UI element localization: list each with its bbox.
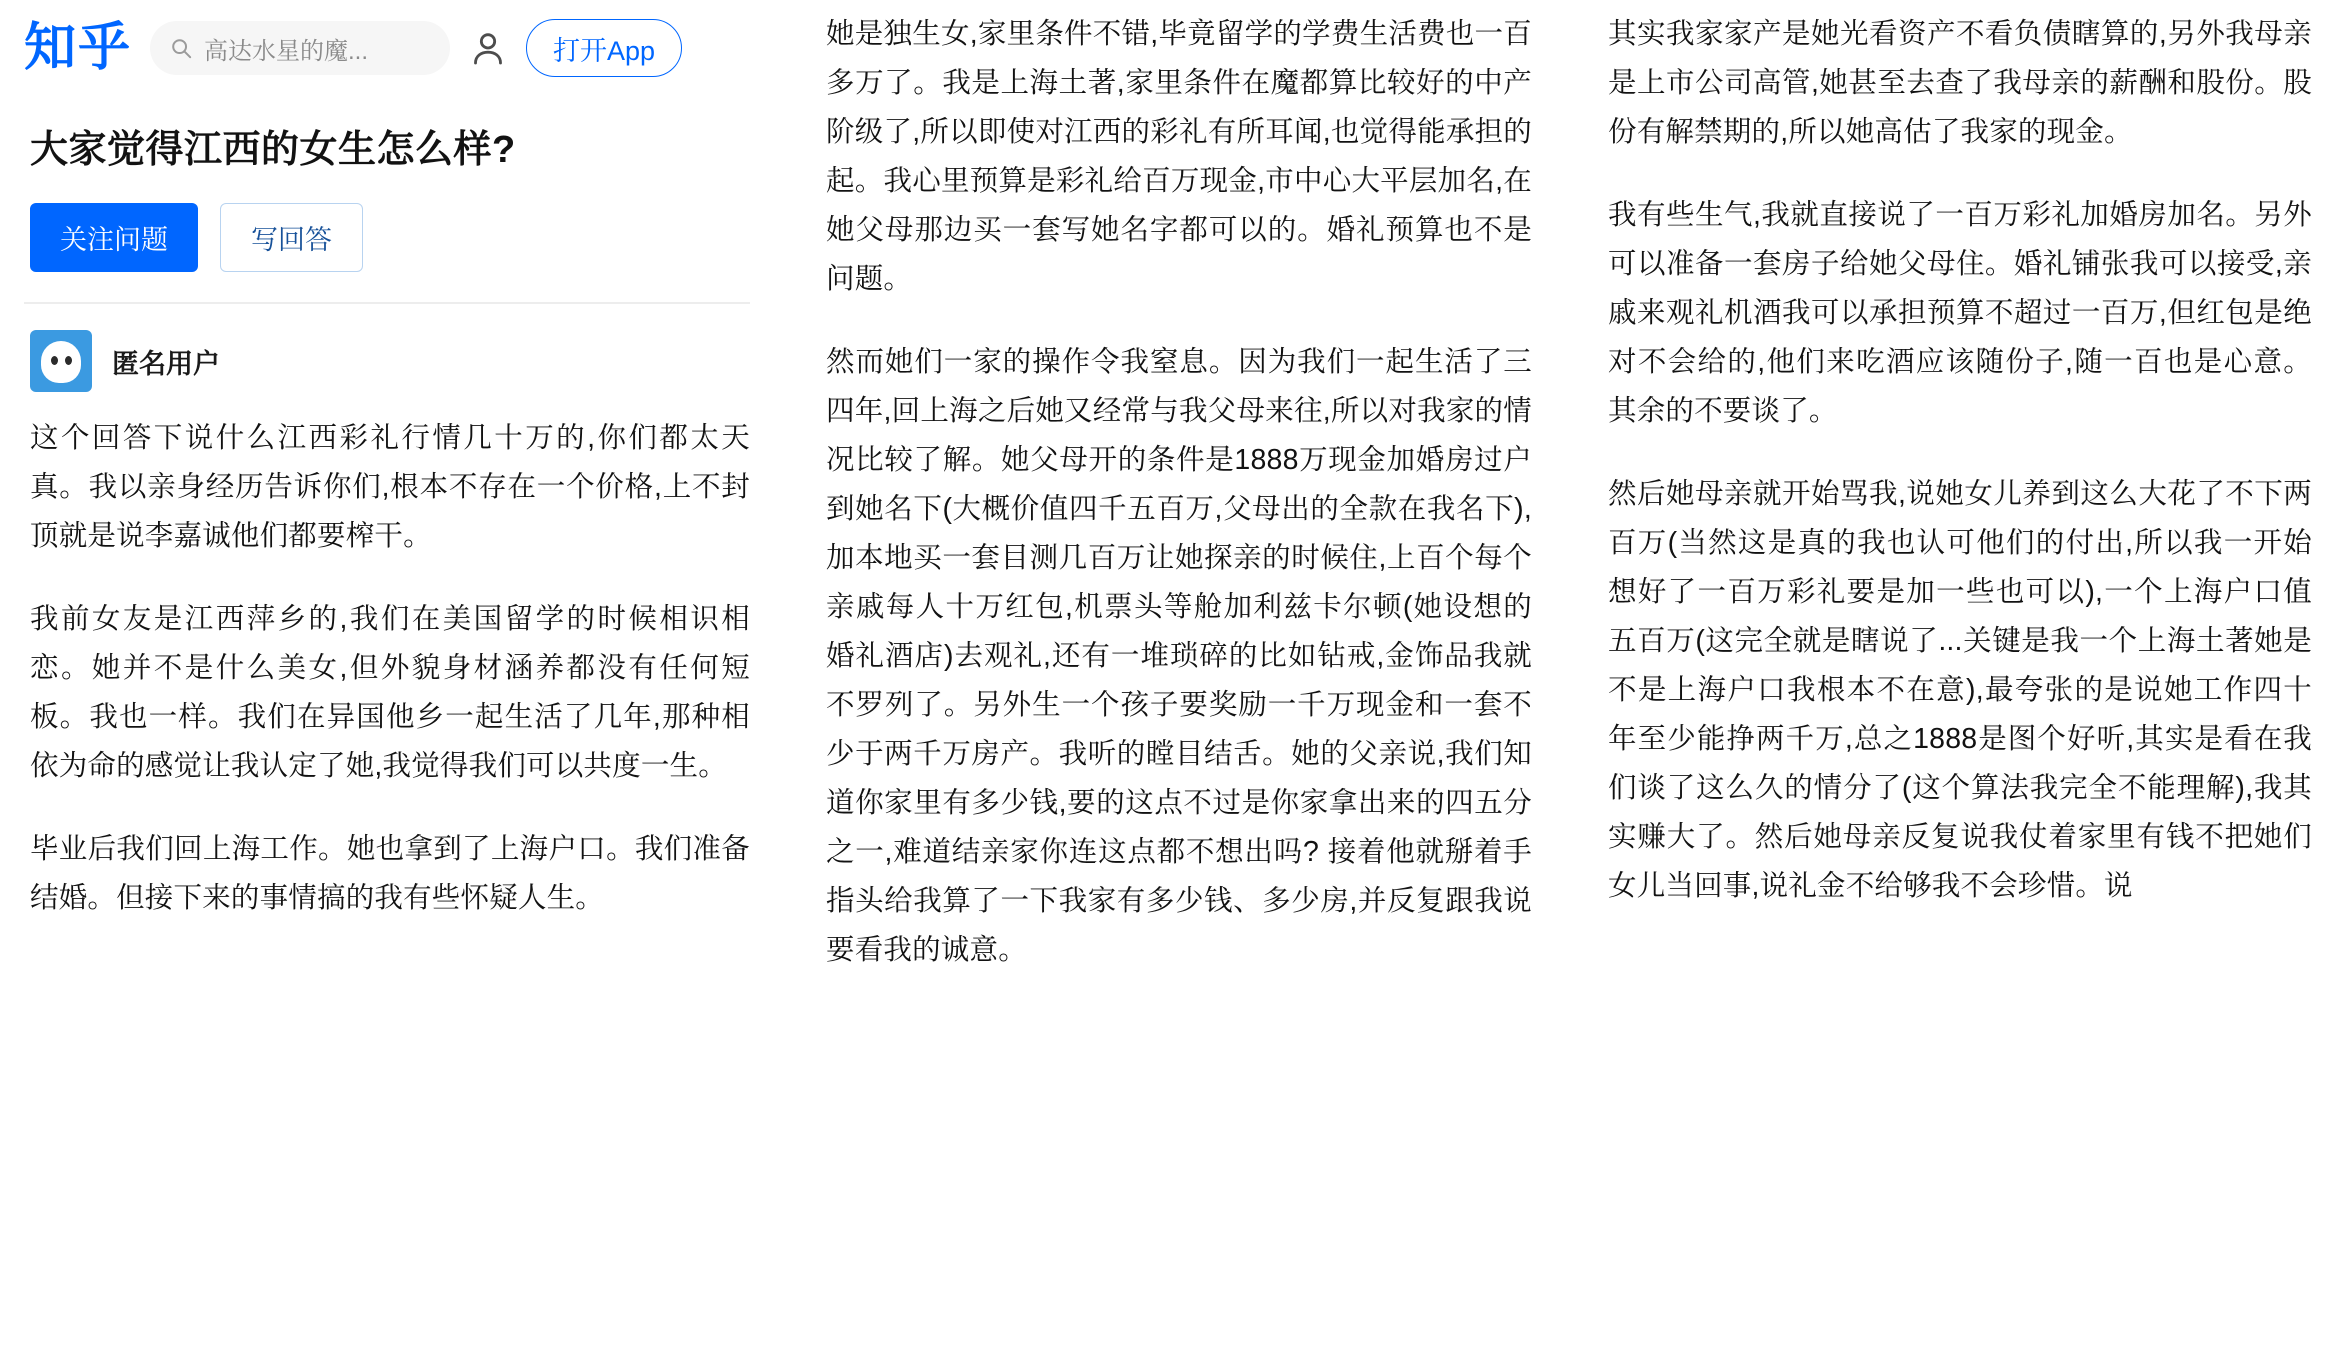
paragraph: 毕业后我们回上海工作。她也拿到了上海户口。我们准备结婚。但接下来的事情搞的我有些怀疑人生。 — [30, 833, 750, 915]
paragraph: 这个回答下说什么江西彩礼行情几十万的,你们都太天真。我以亲身经历告诉你们,根本不存在一个价格,上不封顶就是说李嘉诚他们都要榨干。 — [30, 422, 750, 553]
author-name[interactable]: 匿名用户 — [112, 348, 220, 379]
answer-body-part-1 — [24, 414, 750, 923]
column-left — [0, 0, 790, 1368]
column-middle — [790, 0, 1572, 1368]
answer-body-part-3 — [1608, 10, 2312, 911]
follow-question-button[interactable]: 关注问题 — [30, 203, 198, 272]
write-answer-button[interactable]: 写回答 — [220, 203, 363, 272]
paragraph: 然后她母亲就开始骂我,说她女儿养到这么大花了不下两百万(当然这是真的我也认可他们的付出,所以我一开始想好了一百万彩礼要是加一些也可以),一个上海户口值五百万(这完全就是瞎说了...关键是我一个上海土著她是不是上海户口我根本不在意),最夸张的是说她工作四十年至少能挣两千万,总之1888是图个好听,其实是看在我们谈了这么久的情分了(这个算法我完全不能理解),我其实赚大了。然后她母亲反复说我仗着家里有钱不把她们女儿当回事,说礼金不给够我不会珍惜。说 — [1608, 478, 2312, 903]
search-icon — [170, 37, 192, 59]
answer-author — [30, 330, 750, 392]
paragraph: 我前女友是江西萍乡的,我们在美国留学的时候相识相恋。她并不是什么美女,但外貌身材涵养都没有任何短板。我也一样。我们在异国他乡一起生活了几年,那种相依为命的感觉让我认定了她,我觉得我们可以共度一生。 — [30, 603, 750, 783]
user-avatar-icon[interactable] — [468, 28, 508, 68]
question-actions — [30, 203, 750, 272]
site-header — [24, 0, 750, 84]
search-input[interactable] — [150, 21, 450, 75]
column-right — [1572, 0, 2342, 1368]
paragraph: 然而她们一家的操作令我窒息。因为我们一起生活了三四年,回上海之后她又经常与我父母来往,所以对我家的情况比较了解。她父母开的条件是1888万现金加婚房过户到她名下(大概价值四千五百万,父母出的全款在我名下),加本地买一套目测几百万让她探亲的时候住,上百个每个亲戚每人十万红包,机票头等舱加利兹卡尔顿(她设想的婚礼酒店)去观礼,还有一堆琐碎的比如钻戒,金饰品我就不罗列了。另外生一个孩子要奖励一千万现金和一套不少于两千万房产。我听的瞠目结舌。她的父亲说,我们知道你家里有多少钱,要的这点不过是你家拿出来的四五分之一,难道结亲家你连这点都不想出吗? 接着他就掰着手指头给我算了一下我家有多少钱、多少房,并反复跟我说要看我的诚意。 — [826, 346, 1532, 967]
answer-body-part-2 — [826, 10, 1532, 975]
penguin-avatar-icon[interactable] — [30, 330, 92, 392]
page-title: 大家觉得江西的女生怎么样? — [30, 129, 516, 171]
section-divider — [24, 302, 750, 304]
paragraph: 其实我家家产是她光看资产不看负债瞎算的,另外我母亲是上市公司高管,她甚至去查了我母亲的薪酬和股份。股份有解禁期的,所以她高估了我家的现金。 — [1608, 18, 2312, 149]
paragraph: 我有些生气,我就直接说了一百万彩礼加婚房加名。另外可以准备一套房子给她父母住。婚礼铺张我可以接受,亲戚来观礼机酒我可以承担预算不超过一百万,但红包是绝对不会给的,他们来吃酒应该随份子,随一百也是心意。其余的不要谈了。 — [1608, 199, 2312, 428]
open-app-button[interactable]: 打开App — [526, 19, 682, 77]
zhihu-logo[interactable]: 知乎 — [24, 18, 133, 78]
search-input-value: 高达水星的魔... — [204, 37, 369, 65]
paragraph: 她是独生女,家里条件不错,毕竟留学的学费生活费也一百多万了。我是上海土著,家里条件在魔都算比较好的中产阶级了,所以即使对江西的彩礼有所耳闻,也觉得能承担的起。我心里预算是彩礼给百万现金,市中心大平层加名,在她父母那边买一套写她名字都可以的。婚礼预算也不是问题。 — [826, 18, 1532, 296]
